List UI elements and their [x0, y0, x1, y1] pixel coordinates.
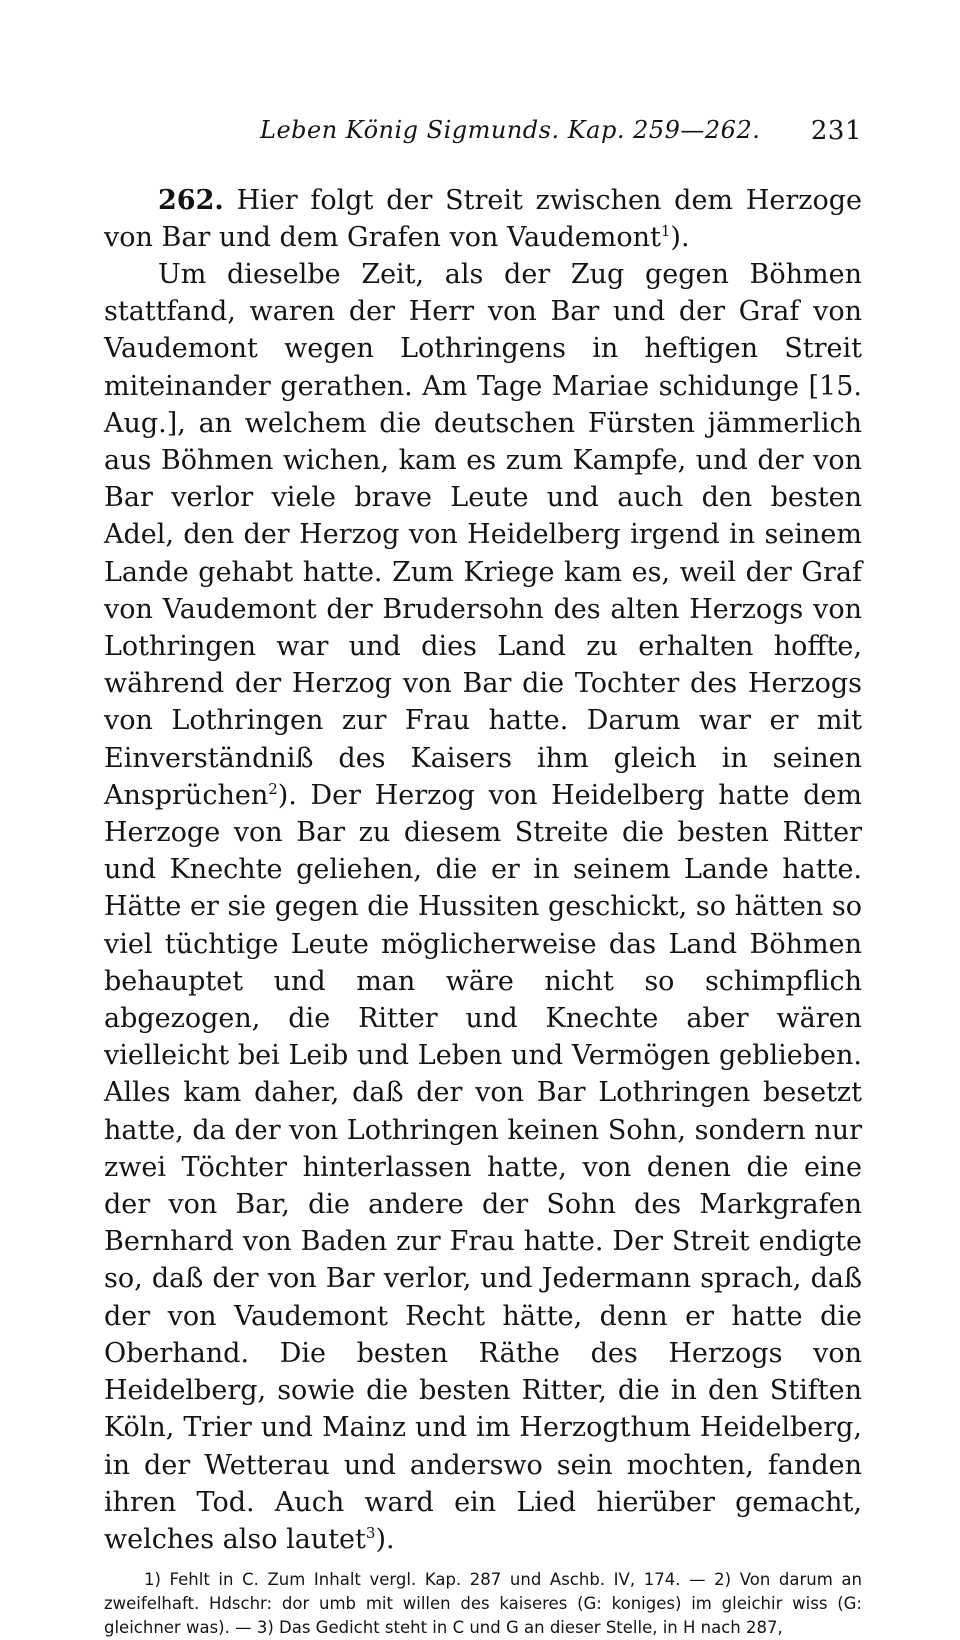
- footnote-marker-3: 3: [365, 1523, 376, 1542]
- page-number: 231: [810, 116, 862, 146]
- book-page: [104, 110, 862, 1640]
- body-text-part-2: ). Der Herzog von Heidelberg hatte dem Herzoge von Bar zu diesem Streite die besten Ritter und Knechte geliehen, die er in seinem Lande hatte. Hätte er sie gegen die Hussiten geschickt, so hätten so viel tüchtige Leute möglicherweise das Land Böhmen behauptet und man wäre nicht so schimpflich abgezogen, die Ritter und Knechte aber wären vielleicht bei Leib und Leben und Vermögen geblieben. Alles kam daher, daß der von Bar Lothringen besetzt hatte, da der von Lothringen keinen Sohn, sondern nur zwei Töchter hinterlassen hatte, von denen die eine der von Bar, die andere der Sohn des Markgrafen Bernhard von Baden zur Frau hatte. Der Streit endigte so, daß der von Bar verlor, und Jedermann sprach, daß der von Vaudemont Recht hätte, denn er hatte die Oberhand. Die besten Räthe des Herzogs von Heidelberg, sowie die besten Ritter, die in den Stiften Köln, Trier und Mainz und im Herzogthum Heidelberg, in der Wetterau und anderswo sein mochten, fanden ihren Tod. Auch ward ein Lied hierüber gemacht, welches also lautet: [104, 779, 862, 1555]
- body-paragraph: [104, 256, 862, 1558]
- section-heading-end: ).: [670, 222, 690, 253]
- running-title: Leben König Sigmunds. Kap. 259—262.: [260, 116, 761, 144]
- body-text-part-3: ).: [375, 1523, 395, 1555]
- body-text-part-1: Um dieselbe Zeit, als der Zug gegen Böhmen stattfand, waren der Herr von Bar und der Graf von Vaudemont wegen Lothringens in heftigen Streit miteinander gerathen. Am Tage Mariae schidunge [15. Aug.], an welchem die deutschen Fürsten jämmerlich aus Böhmen wichen, kam es zum Kampfe, und der von Bar verlor viele brave Leute und auch den besten Adel, den der Herzog von Heidelberg irgend in seinem Lande gehabt hatte. Zum Kriege kam es, weil der Graf von Vaudemont der Brudersohn des alten Herzogs von Lothringen war und dies Land zu erhalten hoffte, während der Herzog von Bar die Tochter des Herzogs von Lothringen zur Frau hatte. Darum war er mit Einverständniß des Kaisers ihm gleich in seinen Ansprüchen: [104, 259, 862, 811]
- footnote-marker-2: 2: [268, 779, 278, 798]
- footnote-text: 1) Fehlt in C. Zum Inhalt vergl. Kap. 287 und Aschb. IV, 174. — 2) Von darum an zweifelhaft. Hdschr: dor umb mit willen des kaiseres (G: koniges) im gleichir wiss (G: gleichner was). — 3) Das Gedicht steht in C und G an dieser Stelle, in H nach 287,: [104, 1570, 862, 1638]
- section-heading-text: Hier folgt der Streit zwischen dem Herzoge von Bar und dem Grafen von Vaudemont: [104, 185, 862, 253]
- running-head: [104, 110, 862, 154]
- footnotes: [104, 1568, 862, 1640]
- footnote-marker-1: 1: [660, 222, 671, 240]
- section-heading: [104, 182, 862, 256]
- section-number: 262.: [158, 185, 224, 216]
